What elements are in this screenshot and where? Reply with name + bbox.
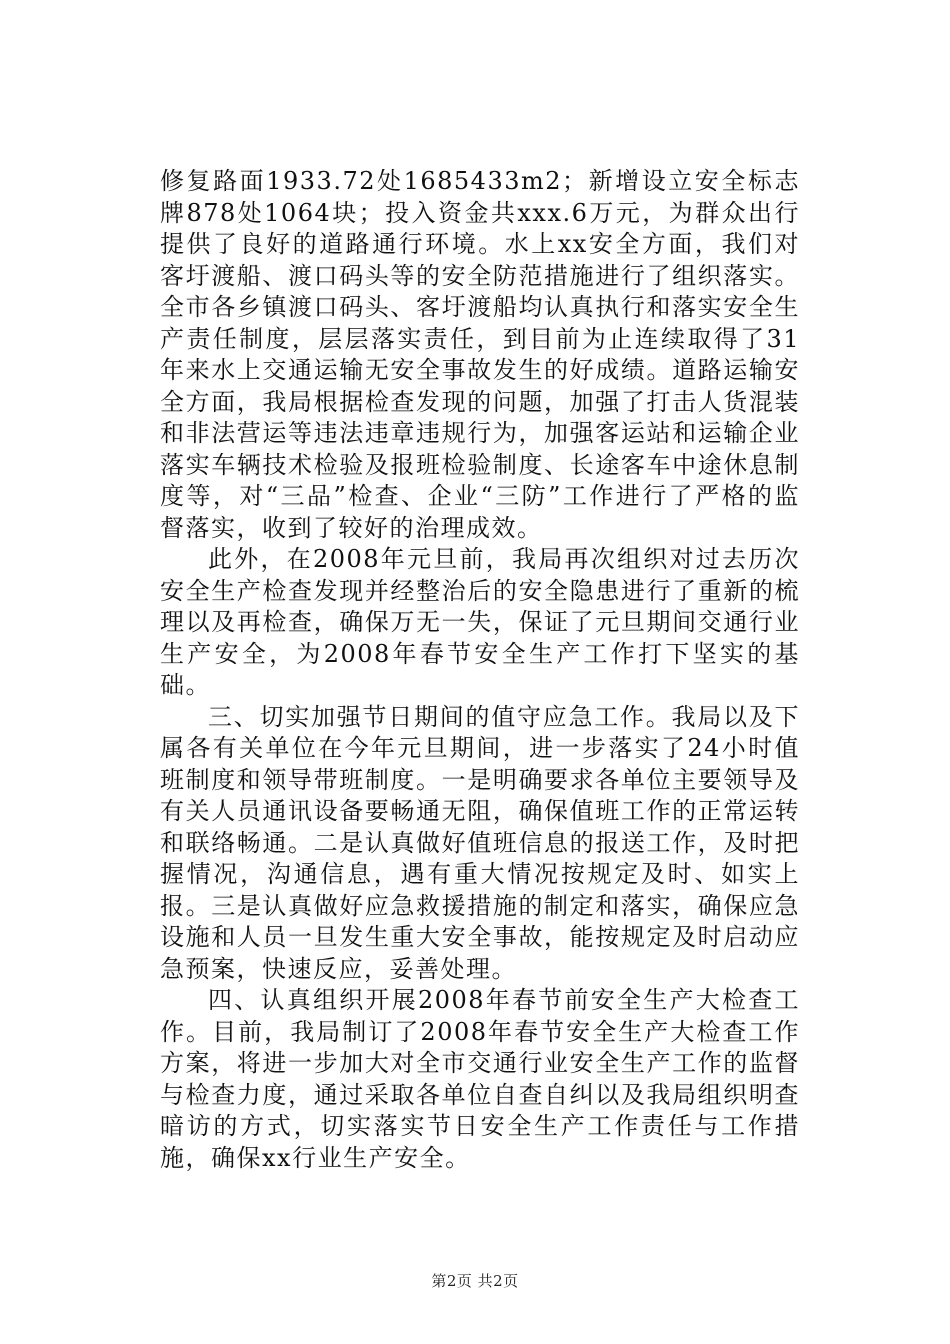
paragraph-new-year-inspection: 此外，在2008年元旦前，我局再次组织对过去历次安全生产检查发现并经整治后的安全隐患进行了重新的梳理以及再检查，确保万无一失，保证了元旦期间交通行业生产安全，为2008年春节安全生产工作打下坚实的基础。 bbox=[160, 545, 800, 699]
paragraph-road-water-safety: 修复路面1933.72处1685433m2；新增设立安全标志牌878处1064块；投入资金共xxx.6万元，为群众出行提供了良好的道路通行环境。水上xx安全方面，我们对客圩渡船、渡口码头等的安全防范措施进行了组织落实。全市各乡镇渡口码头、客圩渡船均认真执行和落实安全生产责任制度，层层落实责任，到目前为止连续取得了31年来水上交通运输无安全事故发生的好成绩。道路运输安全方面，我局根据检查发现的问题，加强了打击人货混装和非法营运等违法违章违规行为，加强客运站和运输企业落实车辆技术检验及报班检验制度、长途客车中途休息制度等，对“三品”检查、企业“三防”工作进行了严格的监督落实，收到了较好的治理成效。 bbox=[160, 167, 800, 542]
document-body bbox=[160, 166, 800, 1174]
page-number-footer: 第2页 共2页 bbox=[431, 1272, 519, 1290]
paragraph-holiday-duty: 三、切实加强节日期间的值守应急工作。我局以及下属各有关单位在今年元旦期间，进一步落实了24小时值班制度和领导带班制度。一是明确要求各单位主要领导及有关人员通讯设备要畅通无阻，确保值班工作的正常运转和联络畅通。二是认真做好值班信息的报送工作，及时把握情况，沟通信息，遇有重大情况按规定及时、如实上报。三是认真做好应急救援措施的制定和落实，确保应急设施和人员一旦发生重大安全事故，能按规定及时启动应急预案，快速反应，妥善处理。 bbox=[160, 702, 800, 983]
paragraph-spring-festival-inspection: 四、认真组织开展2008年春节前安全生产大检查工作。目前，我局制订了2008年春节安全生产大检查工作方案，将进一步加大对全市交通行业安全生产工作的监督与检查力度，通过采取各单位自查自纠以及我局组织明查暗访的方式，切实落实节日安全生产工作责任与工作措施，确保xx行业生产安全。 bbox=[160, 986, 800, 1172]
